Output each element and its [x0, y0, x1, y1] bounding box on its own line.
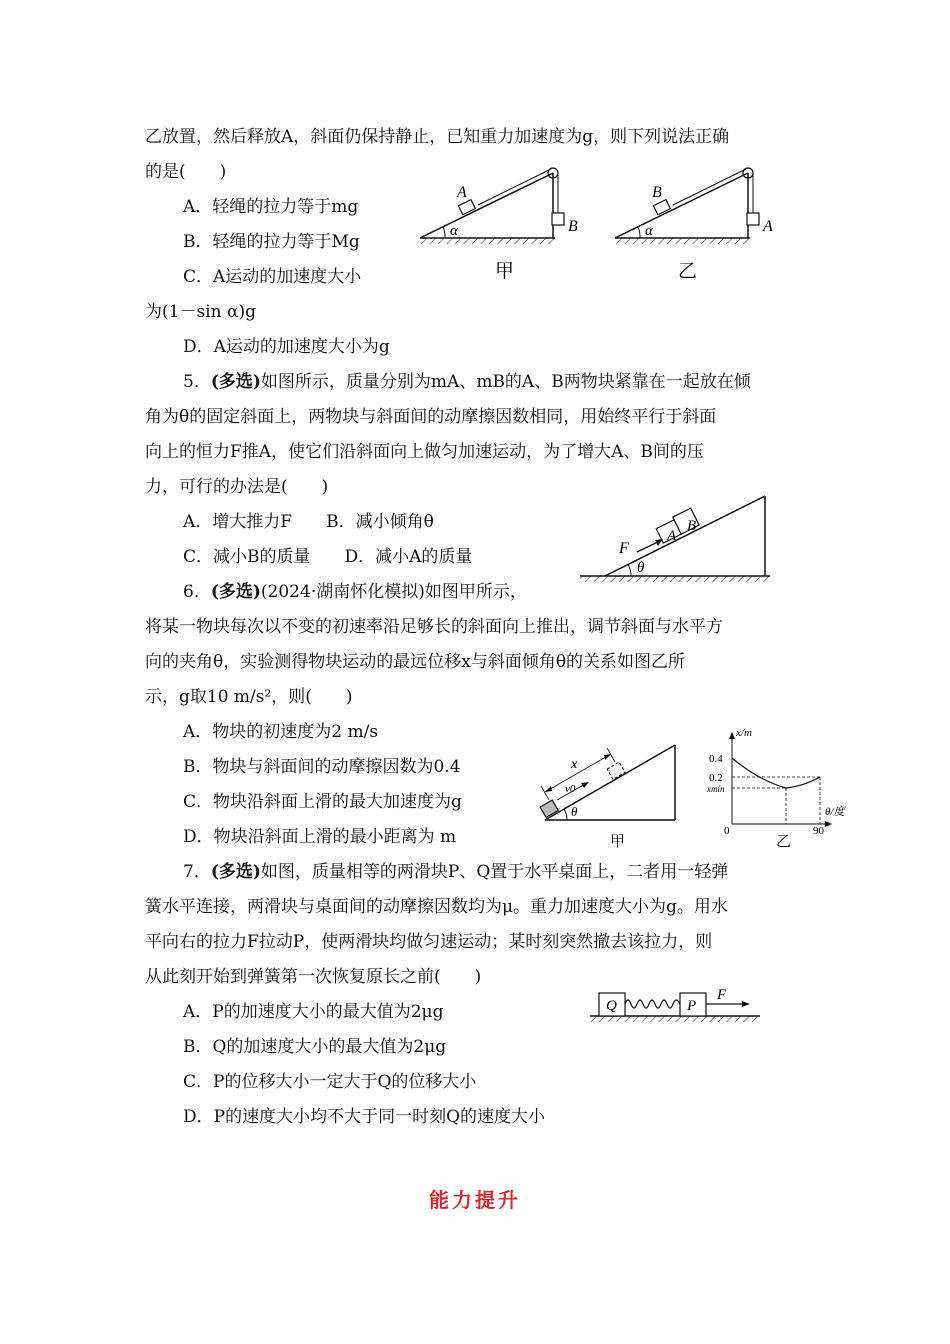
q7-option-c: C．P的位移大小一定大于Q的位移大小 — [183, 1072, 477, 1092]
q4-option-d: D．A运动的加速度大小为g — [183, 337, 390, 357]
q6-yi-caption: 乙 — [776, 834, 792, 850]
q6-multi-tag: (多选) — [210, 582, 261, 602]
q6-jia-caption: 甲 — [610, 834, 626, 850]
q5-line2: 角为θ的固定斜面上，两物块与斜面间的动摩擦因数相同，用始终平行于斜面 — [145, 407, 717, 427]
q5-force-label: F — [619, 540, 629, 557]
q5-options-ab: A．增大推力F B．减小倾角θ — [183, 512, 434, 532]
q6-option-c: C．物块沿斜面上滑的最大加速度为g — [183, 792, 462, 812]
q7-figure — [585, 985, 765, 1030]
q7-multi-tag: (多选) — [210, 862, 261, 882]
q5-line1 — [183, 370, 751, 394]
q6-option-a: A．物块的初速度为2 m/s — [183, 722, 379, 742]
q6-option-b: B．物块与斜面间的动摩擦因数为0.4 — [183, 757, 461, 777]
q4-yi-label-a: A — [763, 218, 773, 235]
q6-yi-y-axis: x/m — [736, 727, 752, 739]
q6-jia-v0-label: v0 — [565, 783, 576, 795]
q7-line3: 平向右的拉力F拉动P，使两滑块均做匀速运动；某时刻突然撤去该拉力，则 — [145, 932, 713, 952]
q7-number: 7． — [183, 862, 211, 882]
q6-line4: 示，g取10 m/s²，则( ) — [145, 687, 353, 707]
q6-yi-tick-04: 0.4 — [709, 753, 723, 765]
q4-figure-jia — [415, 165, 595, 285]
q6-figure-yi — [700, 722, 865, 852]
q6-yi-tick-02: 0.2 — [709, 772, 723, 784]
q4-yi-caption: 乙 — [678, 261, 698, 282]
q6-yi-origin: 0 — [724, 825, 730, 837]
q4-stem-line1: 乙放置，然后释放A，斜面仍保持静止，已知重力加速度为g，则下列说法正确 — [145, 127, 730, 147]
q5-block-b-label: B — [687, 518, 697, 534]
q5-line1-text: 如图所示，质量分别为mA、mB的A、B两物块紧靠在一起放在倾 — [260, 372, 751, 392]
q7-option-b: B．Q的加速度大小的最大值为2μg — [183, 1037, 447, 1057]
q6-yi-tick-90: 90 — [813, 825, 824, 837]
q5-angle-label: θ — [637, 560, 645, 576]
q4-yi-label-b: B — [652, 184, 662, 201]
q6-jia-angle: θ — [571, 804, 578, 819]
q5-line3: 向上的恒力F推A，使它们沿斜面向上做匀加速运动，为了增大A、B间的压 — [145, 442, 704, 462]
q7-line2: 簧水平连接，两滑块与桌面间的动摩擦因数均为μ。重力加速度大小为g。用水 — [145, 897, 728, 917]
q4-option-b: B．轻绳的拉力等于Mg — [183, 232, 360, 252]
q4-jia-caption: 甲 — [495, 261, 515, 282]
q6-line3: 向的夹角θ，实验测得物块运动的最远位移x与斜面倾角θ的关系如图乙所 — [145, 652, 686, 672]
q6-option-d: D．物块沿斜面上滑的最小距离为 m — [183, 827, 457, 847]
q4-option-c1: C．A运动的加速度大小 — [183, 267, 362, 287]
q4-stem-line2: 的是( ) — [145, 162, 227, 182]
q6-line1-text: (2024·湖南怀化模拟)如图甲所示， — [260, 582, 527, 602]
q6-line2: 将某一物块每次以不变的初速率沿足够长的斜面向上推出，调节斜面与水平方 — [145, 617, 723, 637]
q5-figure — [575, 490, 775, 590]
q5-multi-tag: (多选) — [210, 372, 261, 392]
section-heading: 能力提升 — [429, 1188, 521, 1212]
q4-option-c2: 为(1－sin α)g — [145, 302, 256, 322]
q6-yi-tick-xmin: xmin — [707, 784, 725, 794]
q5-number: 5． — [183, 372, 211, 392]
q5-options-cd: C．减小B的质量 D．减小A的质量 — [183, 547, 473, 567]
q4-figure-yi — [610, 165, 790, 285]
q7-option-d: D．P的速度大小均不大于同一时刻Q的速度大小 — [183, 1107, 546, 1127]
q7-line1-text: 如图，质量相等的两滑块P、Q置于水平桌面上，二者用一轻弹 — [260, 862, 729, 882]
q7-line1 — [183, 860, 728, 884]
q4-jia-angle: α — [450, 223, 458, 239]
q6-yi-x-axis: θ/度 — [825, 806, 845, 818]
q4-jia-label-b: B — [568, 218, 578, 235]
q4-yi-angle: α — [645, 223, 653, 239]
q4-jia-label-a: A — [457, 184, 467, 201]
q6-figure-jia — [525, 730, 685, 855]
q7-block-p-label: P — [687, 998, 697, 1014]
q5-block-a-label: A — [667, 528, 677, 544]
q6-line1 — [183, 580, 527, 604]
q6-jia-x-label: x — [571, 757, 578, 772]
q6-number: 6． — [183, 582, 211, 602]
q7-force-label: F — [717, 987, 727, 1003]
q5-line4: 力，可行的办法是( ) — [145, 477, 329, 497]
q7-block-q-label: Q — [606, 998, 617, 1014]
q7-line4: 从此刻开始到弹簧第一次恢复原长之前( ) — [145, 967, 482, 987]
q4-option-a: A．轻绳的拉力等于mg — [183, 197, 359, 217]
q7-option-a: A．P的加速度大小的最大值为2μg — [183, 1002, 444, 1022]
